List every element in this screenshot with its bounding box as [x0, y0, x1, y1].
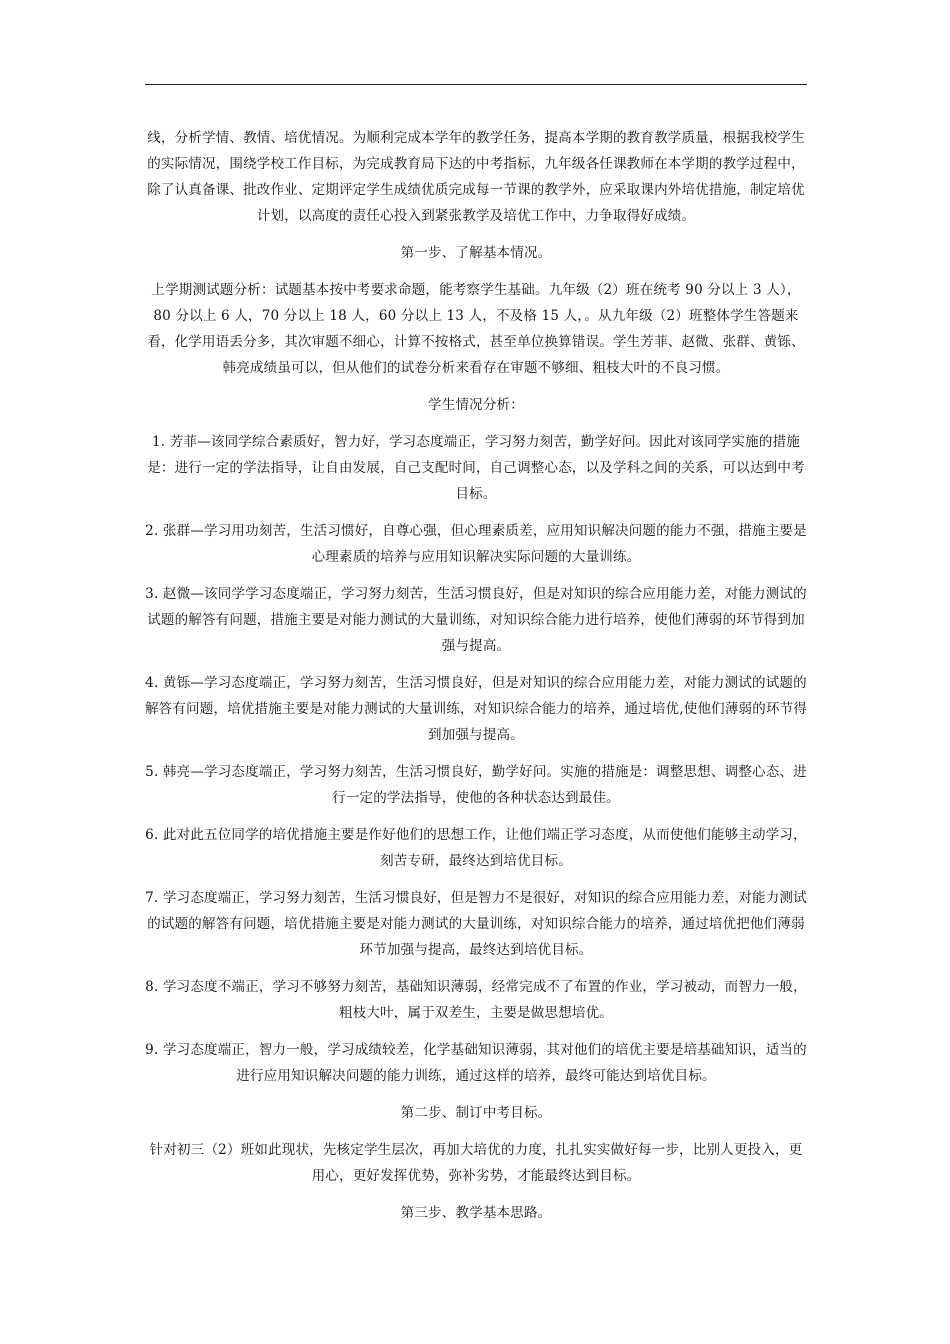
section-heading-step-3: 第三步、教学基本思路。: [400, 1205, 552, 1221]
student-item-2: 2. 张群—学习用功刻苦，生活习惯好，自尊心强，但心理素质差，应用知识解决问题的能力不强，措施主要是心理素质的培养与应用知识解决实际问题的大量训练。: [145, 523, 807, 565]
student-item-8: 8. 学习态度不端正，学习不够努力刻苦，基础知识薄弱，经常完成不了布置的作业，学习被动，而智力一般，粗枝大叶，属于双差生，主要是做思想培优。: [145, 979, 807, 1021]
student-item-6: 6. 此对此五位同学的培优措施主要是作好他们的思想工作，让他们端正学习态度，从而使他们能够主动学习，刻苦专研，最终达到培优目标。: [145, 827, 807, 869]
student-analysis-heading: 学生情况分析：: [428, 397, 524, 413]
goal-paragraph: 针对初三（2）班如此现状，先核定学生层次，再加大培优的力度，扎扎实实做好每一步，比别人更投入，更用心，更好发挥优势，弥补劣势，才能最终达到目标。: [149, 1142, 803, 1184]
header-rule: [145, 84, 807, 85]
exam-analysis-paragraph: 上学期测试题分析：试题基本按中考要求命题，能考察学生基础。九年级（2）班在统考 90 分以上 3 人），80 分以上 6 人，70 分以上 18 人，60 分以上 13 人，不及格 15 人，。从九年级（2）班整体学生答题来看，化学用语丢分多，其次审题不细心，计算不按格式，甚至单位换算错误。学生芳菲、赵微、张群、黄铄、韩亮成绩虽可以，但从他们的试卷分析来看存在审题不够细、粗枝大叶的不良习惯。: [147, 282, 805, 376]
section-heading-step-2: 第二步、制订中考目标。: [400, 1105, 552, 1121]
student-item-7: 7. 学习态度端正，学习努力刻苦，生活习惯良好，但是智力不是很好，对知识的综合应用能力差，对能力测试的试题的解答有问题，培优措施主要是对能力测试的大量训练，对知识综合能力的培养，通过培优把他们薄弱环节加强与提高，最终达到培优目标。: [145, 890, 807, 958]
student-item-4: 4. 黄铄—学习态度端正，学习努力刻苦，生活习惯良好，但是对知识的综合应用能力差，对能力测试的试题的解答有问题，培优措施主要是对能力测试的大量训练，对知识综合能力的培养，通过培优,使他们薄弱的环节得到加强与提高。: [144, 675, 808, 743]
document-body: [143, 125, 809, 1237]
student-item-3: 3. 赵微—该同学学习态度端正，学习努力刻苦，生活习惯良好，但是对知识的综合应用能力差，对能力测试的试题的解答有问题，措施主要是对能力测试的大量训练，对知识综合能力进行培养，使他们薄弱的环节得到加强与提高。: [145, 586, 807, 654]
student-item-5: 5. 韩亮—学习态度端正，学习努力刻苦，生活习惯良好，勤学好问。实施的措施是：调整思想、调整心态、进行一定的学法指导，使他的各种状态达到最佳。: [145, 764, 807, 806]
intro-paragraph: 线，分析学情、教情、培优情况。为顺利完成本学年的教学任务，提高本学期的教育教学质量，根据我校学生的实际情况，围绕学校工作目标，为完成教育局下达的中考指标，九年级各任课教师在本学期的教学过程中，除了认真备课、批改作业、定期评定学生成绩优质完成每一节课的教学外，应采取课内外培优措施，制定培优计划，以高度的责任心投入到紧张教学及培优工作中，力争取得好成绩。: [147, 130, 805, 224]
student-item-1: 1. 芳菲—该同学综合素质好，智力好，学习态度端正，学习努力刻苦，勤学好问。因此对该同学实施的措施是：进行一定的学法指导，让自由发展，自己支配时间，自己调整心态，以及学科之间的关系，可以达到中考目标。: [147, 434, 805, 502]
student-item-9: 9. 学习态度端正，智力一般，学习成绩较差，化学基础知识薄弱，其对他们的培优主要是培基础知识，适当的进行应用知识解决问题的能力训练，通过这样的培养，最终可能达到培优目标。: [145, 1042, 807, 1084]
section-heading-step-1: 第一步、了解基本情况。: [400, 245, 552, 261]
